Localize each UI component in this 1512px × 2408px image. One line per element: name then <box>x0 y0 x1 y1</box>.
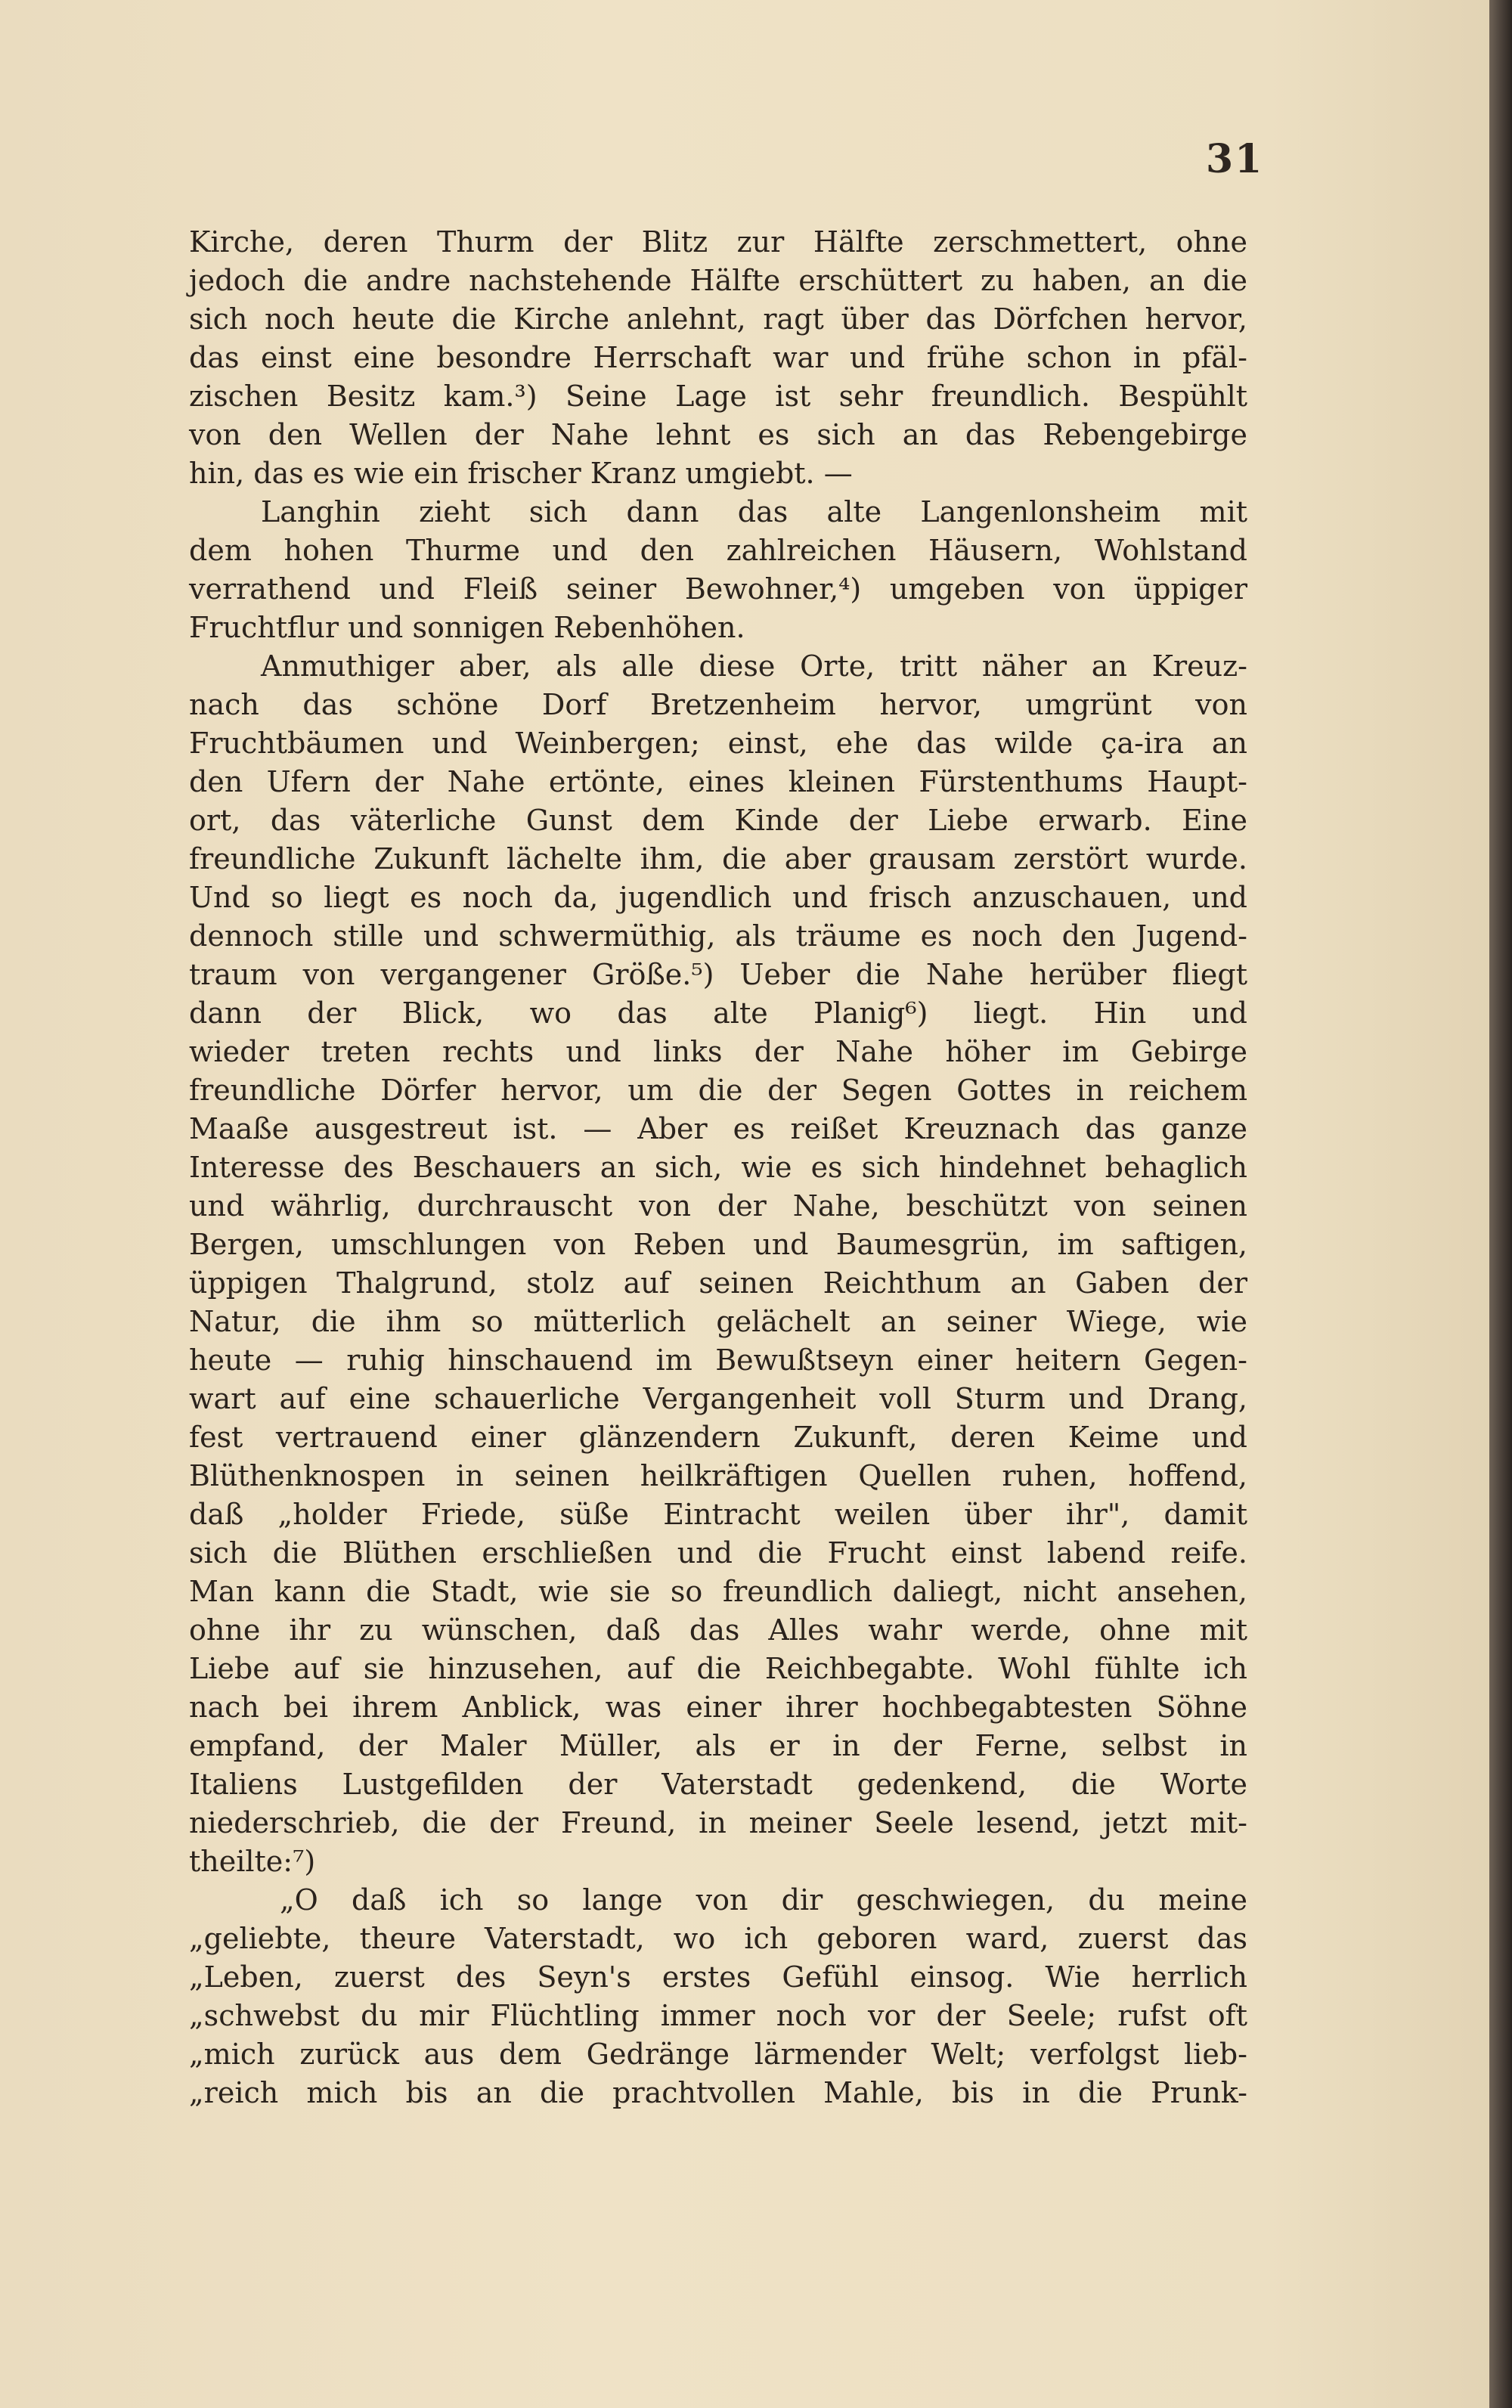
text-line: fest vertrauend einer glänzendern Zukunft, deren Keime und <box>189 1421 1247 1454</box>
text-line: nach das schöne Dorf Bretzenheim hervor, umgrünt von <box>189 688 1247 721</box>
text-line: dennoch stille und schwermüthig, als träume es noch den Jugend- <box>189 919 1247 953</box>
text-line: wart auf eine schauerliche Vergangenheit voll Sturm und Drang, <box>189 1382 1247 1415</box>
text-line: theilte:⁷) <box>189 1845 316 1878</box>
text-line: Natur, die ihm so mütterlich gelächelt an seiner Wiege, wie <box>189 1305 1247 1338</box>
text-line: Kirche, deren Thurm der Blitz zur Hälfte zerschmettert, ohne <box>189 225 1247 259</box>
text-line: freundliche Zukunft lächelte ihm, die aber grausam zerstört wurde. <box>189 842 1247 875</box>
text-line: dann der Blick, wo das alte Planig⁶) liegt. Hin und <box>189 996 1247 1030</box>
text-line: Italiens Lustgefilden der Vaterstadt gedenkend, die Worte <box>189 1768 1247 1801</box>
text-line: heute — ruhig hinschauend im Bewußtseyn einer heitern Gegen- <box>189 1343 1247 1377</box>
text-line: sich die Blüthen erschließen und die Frucht einst labend reife. <box>189 1536 1247 1570</box>
text-line: Fruchtflur und sonnigen Rebenhöhen. <box>189 611 745 644</box>
text-line: wieder treten rechts und links der Nahe höher im Gebirge <box>189 1035 1247 1068</box>
text-line: und währlig, durchrauscht von der Nahe, beschützt von seinen <box>189 1189 1247 1223</box>
text-line: den Ufern der Nahe ertönte, eines kleinen Fürstenthums Haupt- <box>189 765 1247 798</box>
text-line: von den Wellen der Nahe lehnt es sich an das Rebengebirge <box>189 418 1247 451</box>
text-line: hin, das es wie ein frischer Kranz umgiebt. — <box>189 457 853 490</box>
text-line: ort, das väterliche Gunst dem Kinde der Liebe erwarb. Eine <box>189 804 1247 837</box>
text-line: Bergen, umschlungen von Reben und Baumesgrün, im saftigen, <box>189 1228 1247 1261</box>
text-line: daß „holder Friede, süße Eintracht weilen über ihr", damit <box>189 1498 1247 1531</box>
text-line: zischen Besitz kam.³) Seine Lage ist sehr freundlich. Bespühlt <box>189 380 1247 413</box>
text-line: sich noch heute die Kirche anlehnt, ragt über das Dörfchen hervor, <box>189 302 1247 336</box>
text-line: freundliche Dörfer hervor, um die der Segen Gottes in reichem <box>189 1074 1247 1107</box>
text-line: dem hohen Thurme und den zahlreichen Häusern, Wohlstand <box>189 534 1247 567</box>
text-line: das einst eine besondre Herrschaft war und frühe schon in pfäl- <box>189 341 1247 374</box>
text-line: Anmuthiger aber, als alle diese Orte, tritt näher an Kreuz- <box>261 649 1247 683</box>
text-line: „reich mich bis an die prachtvollen Mahle, bis in die Prunk- <box>189 2076 1247 2109</box>
text-line: „geliebte, theure Vaterstadt, wo ich geboren ward, zuerst das <box>189 1922 1247 1955</box>
text-line: Und so liegt es noch da, jugendlich und frisch anzuschauen, und <box>189 881 1247 914</box>
text-line: üppigen Thalgrund, stolz auf seinen Reichthum an Gaben der <box>189 1266 1247 1300</box>
text-line: „mich zurück aus dem Gedränge lärmender Welt; verfolgst lieb- <box>189 2038 1247 2071</box>
text-line: verrathend und Fleiß seiner Bewohner,⁴) umgeben von üppiger <box>189 572 1247 606</box>
text-line: traum von vergangener Größe.⁵) Ueber die Nahe herüber fliegt <box>189 958 1247 991</box>
text-line: niederschrieb, die der Freund, in meiner Seele lesend, jetzt mit- <box>189 1806 1247 1839</box>
text-line: Interesse des Beschauers an sich, wie es sich hindehnet behaglich <box>189 1151 1247 1184</box>
page-number: 31 <box>1206 136 1264 182</box>
text-line: Langhin zieht sich dann das alte Langenlonsheim mit <box>261 495 1247 528</box>
text-line: jedoch die andre nachstehende Hälfte erschüttert zu haben, an die <box>189 264 1247 297</box>
text-line: „schwebst du mir Flüchtling immer noch vor der Seele; rufst oft <box>189 1999 1247 2032</box>
book-gutter <box>1489 0 1512 2408</box>
body-text <box>189 223 1247 2112</box>
text-line: Man kann die Stadt, wie sie so freundlich daliegt, nicht ansehen, <box>189 1575 1247 1608</box>
text-line: „O daß ich so lange von dir geschwiegen, du meine <box>280 1883 1247 1917</box>
text-line: Fruchtbäumen und Weinbergen; einst, ehe das wilde ça-ira an <box>189 727 1247 760</box>
text-line: empfand, der Maler Müller, als er in der Ferne, selbst in <box>189 1729 1247 1762</box>
text-line: Liebe auf sie hinzusehen, auf die Reichbegabte. Wohl fühlte ich <box>189 1652 1247 1685</box>
text-line: „Leben, zuerst des Seyn's erstes Gefühl einsog. Wie herrlich <box>189 1960 1247 1994</box>
text-line: Blüthenknospen in seinen heilkräftigen Quellen ruhen, hoffend, <box>189 1459 1247 1492</box>
text-line: Maaße ausgestreut ist. — Aber es reißet Kreuznach das ganze <box>189 1112 1247 1145</box>
text-line: ohne ihr zu wünschen, daß das Alles wahr werde, ohne mit <box>189 1613 1247 1647</box>
text-line: nach bei ihrem Anblick, was einer ihrer hochbegabtesten Söhne <box>189 1691 1247 1724</box>
